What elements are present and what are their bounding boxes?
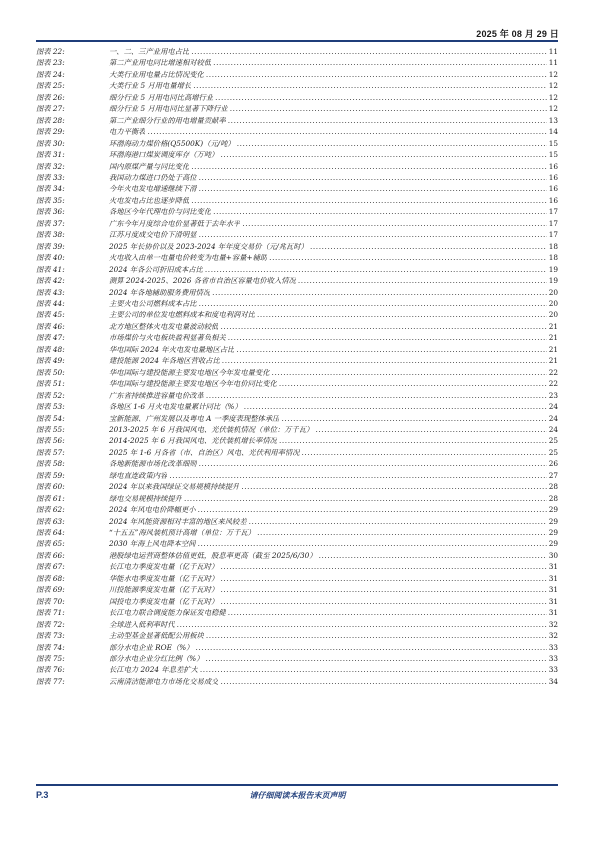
toc-entry-label: 图表 51:	[36, 379, 65, 389]
toc-entry-title: 部分水电企业 ROE（%）	[109, 642, 194, 652]
dot-leader	[206, 390, 547, 401]
toc-entry-label: 图表 37:	[36, 218, 65, 228]
dot-leader	[228, 115, 547, 126]
toc-entry-title: 2014-2025 年 6 月我国风电、光伏装机增长率情况	[109, 436, 277, 446]
toc-entry[interactable]	[36, 550, 558, 561]
toc-entry[interactable]	[36, 252, 558, 263]
toc-entry-label: 图表 57:	[36, 447, 65, 457]
toc-entry-page-number: 21	[548, 333, 558, 343]
toc-entry-page-number: 12	[548, 104, 558, 114]
toc-entry-page-number: 21	[548, 321, 558, 331]
toc-entry[interactable]	[36, 561, 558, 572]
dot-leader	[220, 596, 546, 607]
toc-entry-page-number: 20	[548, 287, 558, 297]
toc-entry-title: 华电国际与建投能源主要发电地区今年电价同比变化	[109, 379, 277, 389]
toc-entry-label: 图表 46:	[36, 321, 65, 331]
toc-entry-label: 图表 60:	[36, 482, 65, 492]
toc-entry-label: 图表 55:	[36, 424, 65, 434]
toc-entry-title: 各地区今年代理电价与同比变化	[109, 207, 212, 217]
dot-leader	[279, 378, 547, 389]
toc-entry-label: 图表 39:	[36, 241, 65, 251]
toc-entry[interactable]	[36, 332, 558, 343]
toc-entry-page-number: 21	[548, 356, 558, 366]
dot-leader	[193, 80, 546, 91]
toc-entry[interactable]	[36, 596, 558, 607]
dot-leader	[177, 619, 547, 630]
toc-entry[interactable]	[36, 126, 558, 137]
dot-leader	[184, 493, 547, 504]
dot-leader	[198, 538, 547, 549]
toc-entry[interactable]	[36, 527, 558, 538]
toc-entry-title: 宝新能源、广州发展以及粤电 A 一季度表现整体承压	[109, 413, 280, 423]
dot-leader	[199, 229, 547, 240]
toc-entry-title: 电力平衡表	[109, 127, 146, 137]
toc-entry-title: 主要公司的单位发电燃料成本和度电利润对比	[109, 310, 255, 320]
dot-leader	[310, 241, 547, 252]
toc-entry-page-number: 26	[548, 459, 558, 469]
toc-entry-page-number: 21	[548, 344, 558, 354]
toc-entry-title: 川投能源季度发电量（亿千瓦时）	[109, 585, 219, 595]
toc-entry-label: 图表 48:	[36, 344, 65, 354]
toc-entry[interactable]	[36, 619, 558, 630]
toc-entry-title: 主动型基金显著低配公用板块	[109, 631, 204, 641]
toc-entry-page-number: 13	[548, 115, 558, 125]
toc-entry-label: 图表 28:	[36, 115, 65, 125]
toc-entry[interactable]	[36, 69, 558, 80]
dot-leader	[147, 126, 546, 137]
dot-leader	[195, 642, 546, 653]
toc-entry-title: 国内原煤产量与同比变化	[109, 161, 190, 171]
toc-entry-label: 图表 67:	[36, 562, 65, 572]
toc-entry[interactable]	[36, 344, 558, 355]
dot-leader	[220, 676, 546, 687]
toc-entry-page-number: 18	[548, 241, 558, 251]
toc-entry-page-number: 32	[548, 631, 558, 641]
toc-entry-title: 大类行业 5 月用电量增长	[109, 81, 192, 91]
toc-entry-label: 图表 23:	[36, 58, 65, 68]
toc-entry-page-number: 20	[548, 298, 558, 308]
toc-entry-label: 图表 62:	[36, 505, 65, 515]
toc-entry-title: 长江电力 2024 年息差扩大	[109, 665, 198, 675]
toc-entry[interactable]	[36, 493, 558, 504]
header-divider	[36, 40, 558, 42]
toc-entry-label: 图表 41:	[36, 264, 65, 274]
toc-entry-page-number: 32	[548, 619, 558, 629]
toc-entry[interactable]	[36, 275, 558, 286]
report-date: 2025 年 08 月 29 日	[476, 29, 559, 39]
toc-entry[interactable]	[36, 538, 558, 549]
toc-entry-page-number: 31	[548, 585, 558, 595]
dot-leader	[199, 172, 547, 183]
toc-entry-page-number: 27	[548, 470, 558, 480]
toc-entry-title: 部分水电企业分红比例（%）	[109, 654, 204, 664]
toc-entry-page-number: 22	[548, 367, 558, 377]
toc-entry[interactable]	[36, 676, 558, 687]
toc-entry-label: 图表 22:	[36, 47, 65, 56]
dot-leader	[257, 527, 547, 538]
dot-leader	[244, 401, 547, 412]
toc-entry-title: “十五五”海风装机预计高增（单位：万千瓦）	[109, 528, 256, 538]
toc-entry-label: 图表 52:	[36, 390, 65, 400]
toc-entry-title: 环渤海港口煤炭调度库存（万吨）	[109, 150, 219, 160]
toc-entry-title: 华电国际 2024 年火电发电量地区占比	[109, 344, 235, 354]
toc-entry-page-number: 12	[548, 92, 558, 102]
dot-leader	[206, 69, 547, 80]
dot-leader	[191, 161, 546, 172]
toc-entry[interactable]	[36, 378, 558, 389]
toc-entry[interactable]	[36, 287, 558, 298]
toc-entry-title: 港股绿电运营商整体估值更低，股息率更高（截至 2025/6/30）	[109, 550, 317, 560]
toc-entry-title: 细分行业 5 月用电同比显著下降行业	[109, 104, 228, 114]
toc-entry[interactable]	[36, 241, 558, 252]
dot-leader	[205, 264, 547, 275]
dot-leader	[302, 447, 547, 458]
toc-entry[interactable]	[36, 138, 558, 149]
toc-entry-title: 测算 2024-2025、2026 各省市自治区容量电价收入情况	[109, 276, 296, 286]
toc-entry-page-number: 19	[548, 276, 558, 286]
toc-entry[interactable]	[36, 103, 558, 114]
toc-entry[interactable]	[36, 46, 558, 57]
toc-entry[interactable]	[36, 92, 558, 103]
dot-leader	[241, 481, 546, 492]
toc-entry-page-number: 17	[548, 230, 558, 240]
toc-entry-page-number: 31	[548, 608, 558, 618]
toc-entry-label: 图表 76:	[36, 665, 65, 675]
toc-entry-page-number: 29	[548, 516, 558, 526]
toc-entry-page-number: 11	[548, 47, 558, 56]
table-of-figures	[36, 46, 558, 687]
toc-entry-title: 绿电交易规模持续提升	[109, 493, 182, 503]
toc-entry[interactable]	[36, 664, 558, 675]
toc-entry-label: 图表 59:	[36, 470, 65, 480]
dot-leader	[220, 561, 546, 572]
toc-entry-page-number: 22	[548, 379, 558, 389]
dot-leader	[191, 46, 546, 57]
toc-entry-title: 2024 年风电电价降幅更小	[109, 505, 196, 515]
toc-entry[interactable]	[36, 642, 558, 653]
page-number: P.3	[36, 790, 49, 800]
toc-entry-label: 图表 70:	[36, 596, 65, 606]
dot-leader	[199, 183, 547, 194]
toc-entry[interactable]	[36, 309, 558, 320]
toc-entry-label: 图表 64:	[36, 528, 65, 538]
toc-entry[interactable]	[36, 630, 558, 641]
toc-entry-title: 2025 年长协价以及 2023-2024 年年度交易价（元/兆瓦时）	[109, 241, 308, 251]
toc-entry[interactable]	[36, 264, 558, 275]
toc-entry-label: 图表 53:	[36, 402, 65, 412]
toc-entry[interactable]	[36, 458, 558, 469]
dot-leader	[315, 424, 546, 435]
toc-entry-page-number: 16	[548, 184, 558, 194]
toc-entry-page-number: 16	[548, 172, 558, 182]
toc-entry[interactable]	[36, 424, 558, 435]
toc-entry-page-number: 25	[548, 447, 558, 457]
toc-entry[interactable]	[36, 584, 558, 595]
toc-entry-label: 图表 40:	[36, 253, 65, 263]
dot-leader	[230, 103, 547, 114]
toc-entry-title: 广东省持续推进容量电价改革	[109, 390, 204, 400]
dot-leader	[298, 275, 547, 286]
toc-entry-title: 华能水电季度发电量（亿千瓦时）	[109, 573, 219, 583]
toc-entry-title: 一、二、三产业用电占比	[109, 47, 190, 56]
toc-entry[interactable]	[36, 607, 558, 618]
toc-entry-label: 图表 26:	[36, 92, 65, 102]
toc-entry-label: 图表 75:	[36, 654, 65, 664]
toc-entry-label: 图表 71:	[36, 608, 65, 618]
toc-entry-title: 国投电力季度发电量（亿千瓦时）	[109, 596, 219, 606]
toc-entry-title: 各地区 1-6 月火电发电量累计同比（%）	[109, 402, 242, 412]
toc-entry-label: 图表 33:	[36, 172, 65, 182]
toc-entry-title: 大类行业用电量占比情况变化	[109, 69, 204, 79]
toc-entry-page-number: 11	[548, 58, 558, 68]
toc-entry[interactable]	[36, 161, 558, 172]
toc-entry[interactable]	[36, 653, 558, 664]
dot-leader	[220, 149, 546, 160]
toc-entry[interactable]	[36, 206, 558, 217]
toc-entry-title: 细分行业 5 月用电同比高增行业	[109, 92, 214, 102]
toc-entry-label: 图表 31:	[36, 150, 65, 160]
toc-entry-page-number: 34	[548, 676, 558, 686]
toc-entry-label: 图表 65:	[36, 539, 65, 549]
dot-leader	[242, 218, 546, 229]
toc-entry[interactable]	[36, 80, 558, 91]
toc-entry-title: 云南清洁能源电力市场化交易成交	[109, 676, 219, 686]
toc-entry-title: 江苏月度成交电价下滑明显	[109, 230, 197, 240]
toc-entry[interactable]	[36, 367, 558, 378]
toc-entry-page-number: 31	[548, 573, 558, 583]
toc-entry-page-number: 33	[548, 642, 558, 652]
dot-leader	[281, 413, 546, 424]
toc-entry-page-number: 30	[548, 550, 558, 560]
toc-entry-page-number: 25	[548, 436, 558, 446]
toc-entry-title: 2013-2025 年 6 月我国风电、光伏装机情况（单位：万千瓦）	[109, 424, 314, 434]
dot-leader	[199, 458, 547, 469]
toc-entry-label: 图表 24:	[36, 69, 65, 79]
toc-entry[interactable]	[36, 149, 558, 160]
toc-entry[interactable]	[36, 401, 558, 412]
toc-entry-page-number: 28	[548, 482, 558, 492]
toc-entry-label: 图表 61:	[36, 493, 65, 503]
toc-entry[interactable]	[36, 218, 558, 229]
toc-entry[interactable]	[36, 355, 558, 366]
dot-leader	[215, 92, 547, 103]
toc-entry-label: 图表 72:	[36, 619, 65, 629]
toc-entry-label: 图表 50:	[36, 367, 65, 377]
dot-leader	[206, 653, 547, 664]
toc-entry-title: 我国动力煤进口仍处于高位	[109, 172, 197, 182]
toc-entry-label: 图表 77:	[36, 676, 65, 686]
toc-entry-title: 长江电力季度发电量（亿千瓦时）	[109, 562, 219, 572]
dot-leader	[212, 287, 547, 298]
toc-entry-label: 图表 63:	[36, 516, 65, 526]
dot-leader	[220, 584, 546, 595]
toc-entry-label: 图表 47:	[36, 333, 65, 343]
dot-leader	[236, 344, 546, 355]
toc-entry-title: 主要火电公司燃料成本占比	[109, 298, 197, 308]
toc-entry-label: 图表 30:	[36, 138, 65, 148]
toc-entry-page-number: 19	[548, 264, 558, 274]
toc-entry-page-number: 31	[548, 596, 558, 606]
toc-entry[interactable]	[36, 435, 558, 446]
toc-entry-label: 图表 32:	[36, 161, 65, 171]
toc-entry-label: 图表 54:	[36, 413, 65, 423]
toc-entry-page-number: 24	[548, 413, 558, 423]
dot-leader	[279, 435, 547, 446]
dot-leader	[199, 298, 547, 309]
toc-entry-page-number: 16	[548, 195, 558, 205]
toc-entry-page-number: 20	[548, 310, 558, 320]
toc-entry-title: 2024 年各公司折旧成本占比	[109, 264, 203, 274]
toc-entry-title: 2024 年风能资源相对丰富的地区来风较差	[109, 516, 247, 526]
dot-leader	[169, 470, 546, 481]
dot-leader	[206, 630, 547, 641]
toc-entry[interactable]	[36, 321, 558, 332]
toc-entry[interactable]	[36, 390, 558, 401]
toc-entry-title: 火电收入由单一电量电价转变为电量+容量+辅助	[109, 253, 268, 263]
toc-entry-title: 广东今年月度综合电价显著低于去年水平	[109, 218, 241, 228]
toc-entry-title: 2024 年以来我国绿证交易规模持续提升	[109, 482, 240, 492]
toc-entry-page-number: 17	[548, 218, 558, 228]
toc-entry-page-number: 12	[548, 69, 558, 79]
disclaimer-text: 请仔细阅读本报告末页声明	[249, 790, 346, 800]
toc-entry-title: 2024 年各地辅助服务费用情况	[109, 287, 211, 297]
dot-leader	[220, 573, 546, 584]
toc-entry[interactable]	[36, 195, 558, 206]
toc-entry-page-number: 16	[548, 161, 558, 171]
toc-entry[interactable]	[36, 413, 558, 424]
toc-entry-label: 图表 43:	[36, 287, 65, 297]
toc-entry-page-number: 31	[548, 562, 558, 572]
toc-entry-title: 建投能源 2024 年各地区营收占比	[109, 356, 220, 366]
toc-entry-title: 各地新能源市场化改革细则	[109, 459, 197, 469]
toc-entry-page-number: 17	[548, 207, 558, 217]
dot-leader	[272, 367, 547, 378]
dot-leader	[237, 138, 547, 149]
toc-entry-label: 图表 56:	[36, 436, 65, 446]
toc-entry-label: 图表 34:	[36, 184, 65, 194]
dot-leader	[213, 57, 547, 68]
toc-entry-label: 图表 49:	[36, 356, 65, 366]
toc-entry-label: 图表 68:	[36, 573, 65, 583]
toc-entry-title: 2025 年 1-6 月各省（市、自治区）风电、光伏利用率情况	[109, 447, 300, 457]
toc-entry-label: 图表 58:	[36, 459, 65, 469]
toc-entry-label: 图表 35:	[36, 195, 65, 205]
toc-entry[interactable]	[36, 447, 558, 458]
toc-entry-page-number: 29	[548, 539, 558, 549]
toc-entry-label: 图表 69:	[36, 585, 65, 595]
toc-entry-title: 今年火电发电增速继续下滑	[109, 184, 197, 194]
toc-entry-label: 图表 38:	[36, 230, 65, 240]
toc-entry-page-number: 15	[548, 150, 558, 160]
toc-entry-label: 图表 29:	[36, 127, 65, 137]
toc-entry-title: 全球进入低利率时代	[109, 619, 175, 629]
toc-entry-title: 北方地区整体火电发电量波动较低	[109, 321, 219, 331]
toc-entry-label: 图表 42:	[36, 276, 65, 286]
footer-divider	[36, 784, 558, 786]
dot-leader	[319, 550, 547, 561]
toc-entry-label: 图表 45:	[36, 310, 65, 320]
dot-leader	[198, 504, 547, 515]
dot-leader	[257, 309, 547, 320]
toc-entry-label: 图表 25:	[36, 81, 65, 91]
toc-entry[interactable]	[36, 573, 558, 584]
toc-entry[interactable]	[36, 183, 558, 194]
toc-entry-page-number: 12	[548, 81, 558, 91]
dot-leader	[269, 252, 547, 263]
dot-leader	[191, 195, 546, 206]
toc-entry-title: 2030 年海上风电降本空间	[109, 539, 196, 549]
toc-entry-page-number: 33	[548, 665, 558, 675]
toc-entry-title: 环渤海动力煤价格(Q5500K)（元/吨）	[109, 138, 235, 148]
toc-entry-title: 华电国际与建投能源主要发电地区今年发电量变化	[109, 367, 270, 377]
dot-leader	[213, 206, 547, 217]
toc-entry-label: 图表 27:	[36, 104, 65, 114]
toc-entry-page-number: 33	[548, 654, 558, 664]
dot-leader	[200, 664, 547, 675]
toc-entry-title: 长江电力联合调度能力保证发电稳健	[109, 608, 226, 618]
toc-entry-page-number: 15	[548, 138, 558, 148]
toc-entry[interactable]	[36, 481, 558, 492]
toc-entry-label: 图表 74:	[36, 642, 65, 652]
toc-entry-label: 图表 73:	[36, 631, 65, 641]
toc-entry[interactable]	[36, 298, 558, 309]
toc-entry-page-number: 18	[548, 253, 558, 263]
toc-entry-title: 第二产业细分行业的用电增量贡献率	[109, 115, 226, 125]
toc-entry[interactable]	[36, 470, 558, 481]
toc-entry[interactable]	[36, 229, 558, 240]
toc-entry[interactable]	[36, 57, 558, 68]
toc-entry-page-number: 23	[548, 390, 558, 400]
toc-entry-title: 市场煤价与火电板块盈利显著负相关	[109, 333, 226, 343]
toc-entry-page-number: 29	[548, 528, 558, 538]
toc-entry[interactable]	[36, 516, 558, 527]
toc-entry[interactable]	[36, 172, 558, 183]
toc-entry-title: 第二产业用电同比增速相对较低	[109, 58, 212, 68]
toc-entry-page-number: 24	[548, 402, 558, 412]
dot-leader	[222, 355, 547, 366]
toc-entry-page-number: 29	[548, 505, 558, 515]
toc-entry-page-number: 14	[548, 127, 558, 137]
toc-entry-title: 绿电直连政策内容	[109, 470, 168, 480]
dot-leader	[228, 332, 547, 343]
toc-entry-title: 火电发电占比也逐步降低	[109, 195, 190, 205]
dot-leader	[220, 321, 546, 332]
toc-entry-page-number: 24	[548, 424, 558, 434]
toc-entry-label: 图表 44:	[36, 298, 65, 308]
toc-entry[interactable]	[36, 115, 558, 126]
toc-entry-label: 图表 36:	[36, 207, 65, 217]
toc-entry-page-number: 28	[548, 493, 558, 503]
toc-entry-label: 图表 66:	[36, 550, 65, 560]
dot-leader	[249, 516, 547, 527]
dot-leader	[228, 607, 547, 618]
toc-entry[interactable]	[36, 504, 558, 515]
